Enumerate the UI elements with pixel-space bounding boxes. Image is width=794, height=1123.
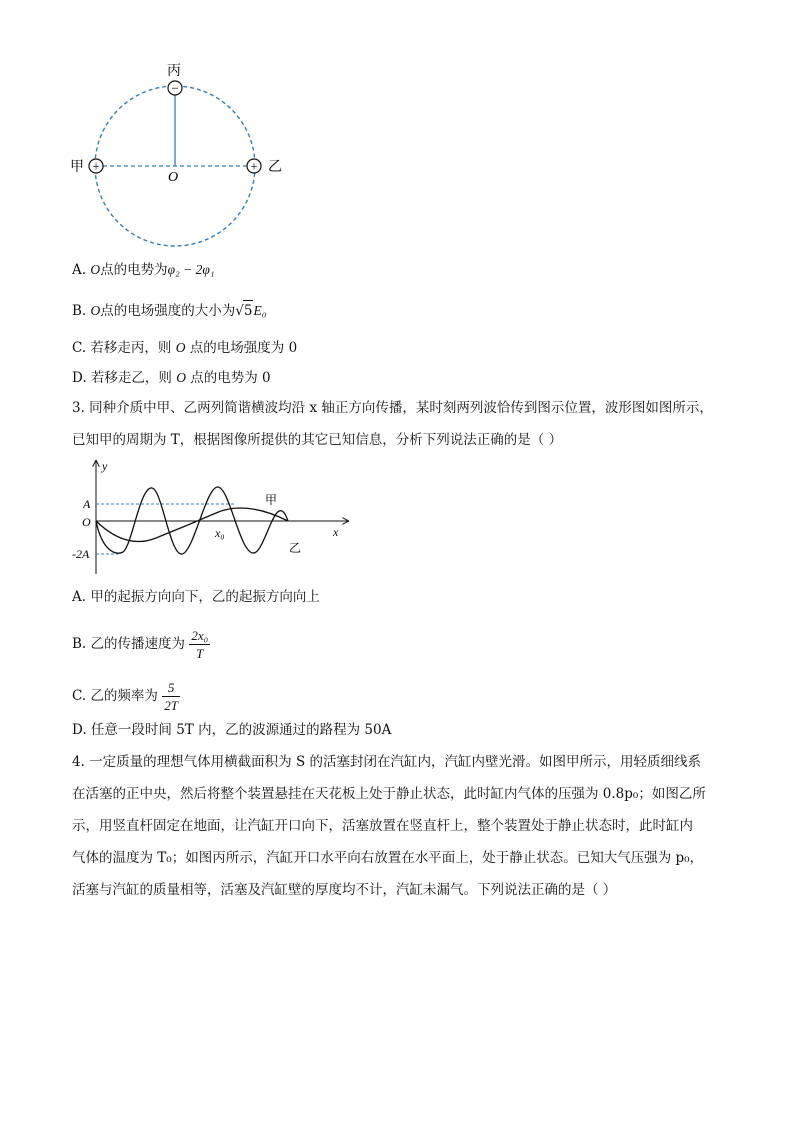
x0-label: x₀ — [215, 526, 225, 540]
q4-line4: 气体的温度为 T₀；如图丙所示，汽缸开口水平向右放置在水平面上，处于静止状态。已知大气压强为 p₀， — [72, 850, 704, 866]
q4-line3: 示，用竖直杆固定在地面，让汽缸开口向下，活塞放置在竖直杆上，整个装置处于静止状态时，此时缸内 — [72, 818, 693, 834]
q3-stem-line1: 3. 同种介质中甲、乙两列简谐横波均沿 x 轴正方向传播，某时刻两列波恰传到图示位置，波形图如图所示， — [72, 400, 713, 416]
q4-line1: 4. 一定质量的理想气体用横截面积为 S 的活塞封闭在汽缸内，汽缸内壁光滑。如图甲所示，用轻质细线系 — [72, 754, 702, 770]
charge-left-sign: + — [92, 158, 100, 174]
charge-top-sign: − — [171, 80, 179, 96]
q2-option-d: D. 若移走乙，则 O 点的电势为 0 — [72, 370, 271, 386]
q4-paragraph — [72, 746, 732, 906]
wave-figure — [66, 456, 356, 580]
q4-line5: 活塞与汽缸的质量相等，活塞及汽缸壁的厚度均不计，汽缸未漏气。下列说法正确的是（ ） — [72, 882, 617, 898]
label-o: O — [168, 170, 179, 185]
charge-circle-figure — [60, 55, 300, 255]
wave-jia-label: 甲 — [265, 493, 278, 507]
tick-a-label: A — [83, 497, 91, 511]
q3-option-a: A. 甲的起振方向向下，乙的起振方向向上 — [72, 589, 320, 605]
q2-option-b: B. O点的电场强度的大小为√5E₀ — [72, 300, 266, 321]
label-bing: 丙 — [167, 64, 181, 79]
label-yi: 乙 — [268, 160, 282, 175]
q3-option-d: D. 任意一段时间 5T 内，乙的波源通过的路程为 50A — [72, 722, 392, 738]
q3-option-b: B. 乙的传播速度为 $\frac{\text{2x₀}}{T}$ — [72, 628, 209, 661]
q3-option-c: C. 乙的频率为 $\frac{5}{2T}$ — [72, 680, 178, 713]
tick-neg2a-label: -2A — [72, 547, 90, 561]
q4-line2: 在活塞的正中央，然后将整个装置悬挂在天花板上处于静止状态，此时缸内气体的压强为 0.8p₀；如图乙所 — [72, 786, 706, 802]
label-jia: 甲 — [70, 160, 84, 175]
q3-stem-line2: 已知甲的周期为 T，根据图像所提供的其它已知信息，分析下列说法正确的是（ ） — [72, 432, 563, 448]
y-axis-label: y — [102, 459, 108, 473]
charge-right-sign: + — [250, 158, 258, 174]
q2-option-c: C. 若移走丙，则 O 点的电场强度为 0 — [72, 340, 298, 356]
wave-yi-label: 乙 — [289, 541, 302, 555]
q2-option-a: A. O点的电势为φ₂ − 2φ₁ — [72, 262, 215, 278]
fraction-speed: $\frac{\text{2x₀}}{T}$ — [191, 628, 209, 661]
wave-jia-curve — [96, 508, 288, 541]
origin-label: O — [82, 515, 91, 529]
fraction-frequency: $\frac{5}{2T}$ — [164, 680, 178, 713]
x-axis-label: x — [333, 525, 339, 539]
